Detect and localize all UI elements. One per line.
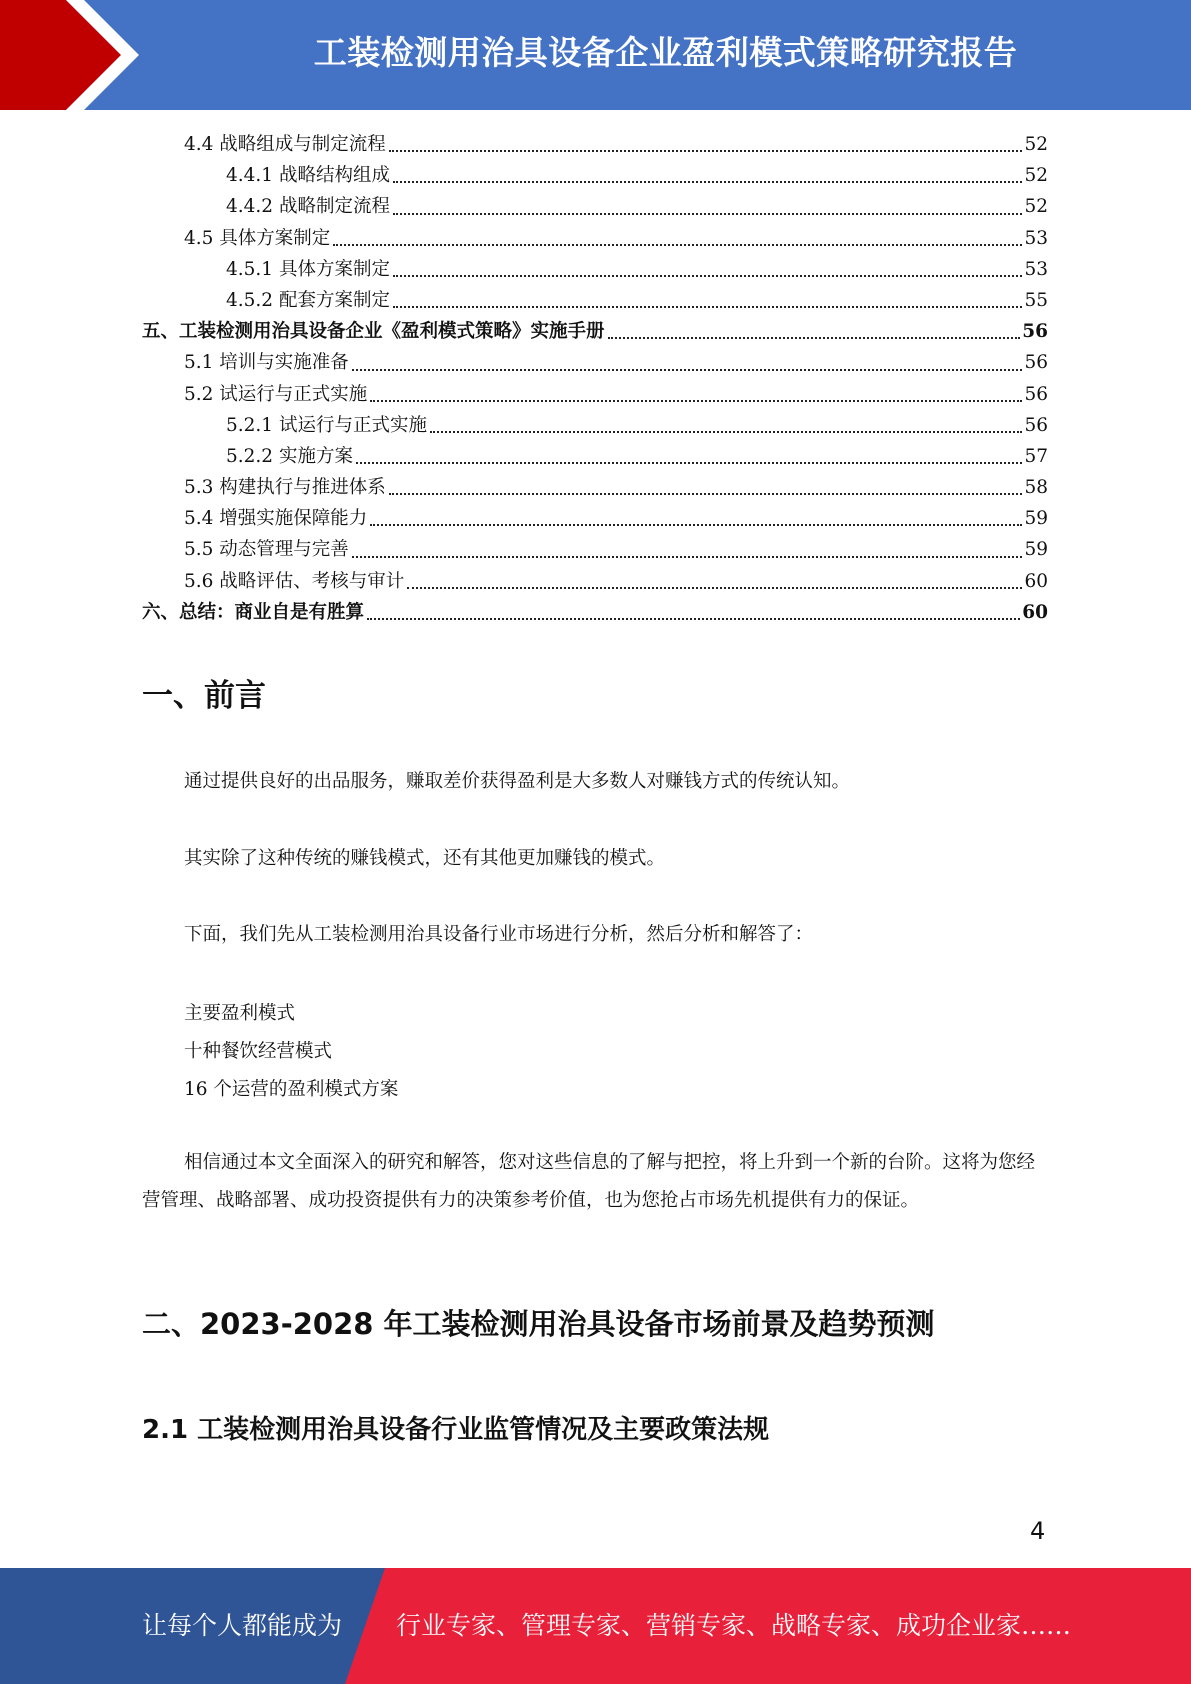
- toc-entry-label: 5.1 培训与实施准备: [184, 352, 349, 374]
- toc-entry-page: 60: [1024, 570, 1048, 592]
- toc-entry[interactable]: [142, 130, 1048, 161]
- toc-entry-page: 56: [1024, 352, 1048, 374]
- toc-entry-page: 57: [1024, 445, 1048, 467]
- toc-entry-page: 52: [1024, 196, 1048, 218]
- toc-entry-page: 52: [1024, 134, 1048, 155]
- page-footer: [0, 1568, 1191, 1684]
- toc-entry-page: 53: [1024, 227, 1048, 249]
- toc-entry-label: 4.5.1 具体方案制定: [226, 258, 390, 280]
- toc-dot-leader: [393, 275, 1022, 277]
- header-arrow-decoration: [0, 0, 150, 110]
- toc-entry[interactable]: [142, 161, 1048, 192]
- toc-entry[interactable]: [142, 504, 1048, 535]
- toc-entry-page: 59: [1024, 508, 1048, 530]
- toc-entry[interactable]: [142, 411, 1048, 442]
- table-of-contents: [142, 130, 1048, 629]
- toc-entry[interactable]: [142, 348, 1048, 379]
- toc-entry[interactable]: [142, 286, 1048, 317]
- toc-entry-label: 五、工装检测用治具设备企业《盈利模式策略》实施手册: [142, 321, 605, 343]
- toc-dot-leader: [333, 244, 1022, 246]
- list-item: 主要盈利模式: [184, 1003, 296, 1024]
- toc-dot-leader: [352, 556, 1023, 558]
- footer-slogan-left: 让每个人都能成为: [142, 1611, 343, 1640]
- toc-entry[interactable]: [142, 380, 1048, 411]
- subsection-heading: 2.1 工装检测用治具设备行业监管情况及主要政策法规: [142, 1415, 770, 1445]
- toc-entry[interactable]: [142, 473, 1048, 504]
- page-number: 4: [1030, 1517, 1046, 1545]
- toc-entry-page: 58: [1024, 477, 1048, 499]
- toc-dot-leader: [389, 493, 1023, 495]
- toc-dot-leader: [430, 431, 1022, 433]
- toc-entry-page: 56: [1024, 414, 1048, 436]
- toc-entry-label: 4.4.1 战略结构组成: [226, 165, 390, 187]
- toc-dot-leader: [370, 400, 1022, 402]
- toc-entry-label: 5.2.1 试运行与正式实施: [226, 414, 427, 436]
- paragraph: 相信通过本文全面深入的研究和解答，您对这些信息的了解与把控，将上升到一个新的台阶。这将为您经营管理、战略部署、成功投资提供有力的决策参考价值，也为您抢占市场先机提供有力的保证。: [142, 1152, 1036, 1211]
- toc-entry[interactable]: [142, 567, 1048, 598]
- toc-entry[interactable]: [142, 317, 1048, 348]
- toc-entry[interactable]: [142, 598, 1048, 629]
- toc-entry-label: 5.5 动态管理与完善: [184, 539, 349, 561]
- list-item: 16 个运营的盈利模式方案: [184, 1079, 399, 1100]
- toc-entry-page: 56: [1024, 383, 1048, 405]
- toc-entry-label: 4.5.2 配套方案制定: [226, 289, 390, 311]
- toc-dot-leader: [370, 524, 1022, 526]
- toc-entry-page: 56: [1022, 321, 1048, 343]
- toc-entry-label: 5.4 增强实施保障能力: [184, 508, 368, 530]
- toc-entry-label: 5.2 试运行与正式实施: [184, 383, 368, 405]
- toc-entry-page: 53: [1024, 258, 1048, 280]
- toc-entry-page: 60: [1022, 601, 1048, 623]
- toc-entry[interactable]: [142, 442, 1048, 473]
- footer-slogan-right: 行业专家、管理专家、营销专家、战略专家、成功企业家……: [396, 1611, 1072, 1640]
- toc-entry-label: 5.6 战略评估、考核与审计: [184, 570, 405, 592]
- section-heading-market: 二、2023-2028 年工装检测用治具设备市场前景及趋势预测: [142, 1307, 935, 1341]
- toc-entry-label: 5.3 构建执行与推进体系: [184, 477, 386, 499]
- toc-entry[interactable]: [142, 224, 1048, 255]
- page-header: [0, 0, 1191, 110]
- paragraph: 通过提供良好的出品服务，赚取差价获得盈利是大多数人对赚钱方式的传统认知。: [184, 771, 851, 792]
- toc-entry-label: 4.4.2 战略制定流程: [226, 196, 390, 218]
- toc-dot-leader: [393, 181, 1022, 183]
- toc-entry-label: 六、总结：商业自是有胜算: [142, 601, 365, 623]
- toc-dot-leader: [389, 150, 1023, 152]
- toc-dot-leader: [407, 587, 1022, 589]
- toc-entry[interactable]: [142, 535, 1048, 566]
- toc-entry[interactable]: [142, 192, 1048, 223]
- toc-entry-page: 52: [1024, 165, 1048, 187]
- toc-dot-leader: [356, 462, 1023, 464]
- toc-entry[interactable]: [142, 255, 1048, 286]
- toc-dot-leader: [393, 306, 1022, 308]
- section-heading-preface: 一、前言: [142, 678, 266, 714]
- toc-entry-label: 5.2.2 实施方案: [226, 445, 353, 467]
- toc-dot-leader: [352, 369, 1023, 371]
- toc-entry-page: 55: [1024, 289, 1048, 311]
- list-item: 十种餐饮经营模式: [184, 1041, 333, 1062]
- paragraph: 其实除了这种传统的赚钱模式，还有其他更加赚钱的模式。: [184, 848, 666, 869]
- toc-entry-label: 4.4 战略组成与制定流程: [184, 134, 386, 155]
- toc-entry-label: 4.5 具体方案制定: [184, 227, 331, 249]
- header-title: 工装检测用治具设备企业盈利模式策略研究报告: [313, 33, 1018, 72]
- paragraph: 下面，我们先从工装检测用治具设备行业市场进行分析，然后分析和解答了：: [184, 924, 814, 945]
- toc-dot-leader: [367, 618, 1020, 620]
- toc-entry-page: 59: [1024, 539, 1048, 561]
- toc-dot-leader: [608, 337, 1021, 339]
- toc-dot-leader: [393, 213, 1022, 215]
